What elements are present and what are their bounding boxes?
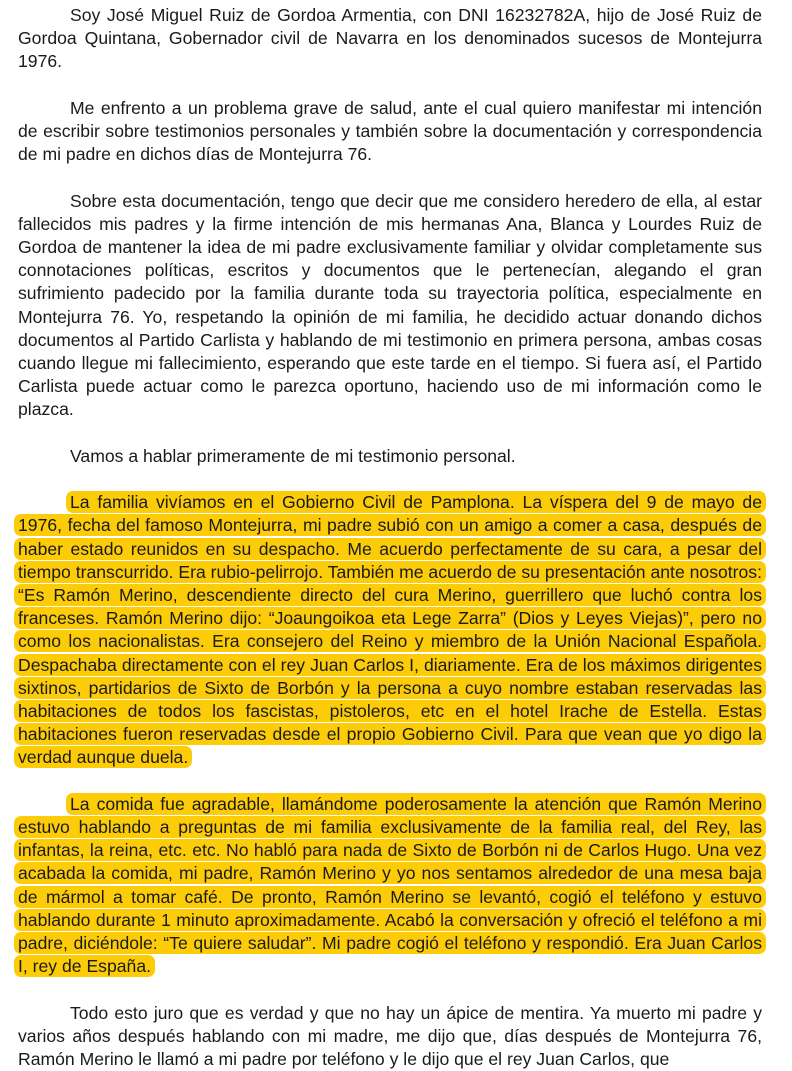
paragraph-text: Todo esto juro que es verdad y que no hay un ápice de mentira. Ya muerto mi padre y varios años después hablando con mi madre, me dijo que, días después de Montejurra 76, Ramón Merino le llamó a mi padre por teléfono y le dijo que el rey Juan Carlos, que: [18, 1002, 762, 1070]
paragraph-health: [18, 97, 762, 167]
paragraph-meal-highlighted: [18, 793, 762, 979]
highlighted-text: La comida fue agradable, llamándome poderosamente la atención que Ramón Merino estuvo hablando a preguntas de mi familia exclusivamente de la familia real, del Rey, las infantas, la reina, etc. etc. No habló para nada de Sixto de Borbón ni de Carlos Hugo. Una vez acabada la comida, mi padre, Ramón Merino y yo nos sentamos alrededor de una mesa baja de mármol a tomar café. De pronto, Ramón Merino se levantó, cogió el teléfono y estuvo hablando durante 1 minuto aproximadamente. Acabó la conversación y ofreció el teléfono a mi padre, diciéndole: “Te quiere saludar”. Mi padre cogió el teléfono y respondió. Era Juan Carlos I, rey de España.: [14, 793, 766, 977]
paragraph-oath: [18, 1002, 762, 1071]
paragraph-text: Sobre esta documentación, tengo que decir que me considero heredero de ella, al estar fallecidos mis padres y la firme intención de mis hermanas Ana, Blanca y Lourdes Ruiz de Gordoa de mantener la idea de mi padre exclusivamente familiar y olvidar completamente sus connotaciones políticas, escritos y documentos que le pertenecían, alegando el gran sufrimiento padecido por la familia durante toda su trayectoria política, especialmente en Montejurra 76. Yo, respetando la opinión de mi familia, he decidido actuar donando dichos documentos al Partido Carlista y hablando de mi testimonio en primera persona, ambas cosas cuando llegue mi fallecimiento, esperando que este tarde en el tiempo. Si fuera así, el Partido Carlista puede actuar como le parezca oportuno, haciendo uso de mi información como le plazca.: [18, 190, 762, 420]
paragraph-personal-testimony: [18, 445, 762, 468]
paragraph-family-highlighted: [18, 491, 762, 769]
paragraph-documentation: [18, 190, 762, 422]
paragraph-text: Me enfrento a un problema grave de salud, ante el cual quiero manifestar mi intención de escribir sobre testimonios personales y también sobre la documentación y correspondencia de mi padre en dichos días de Montejurra 76.: [18, 97, 762, 165]
paragraph-text: Vamos a hablar primeramente de mi testimonio personal.: [70, 445, 516, 466]
document-page: [18, 4, 762, 1071]
highlighted-text: La familia vivíamos en el Gobierno Civil de Pamplona. La víspera del 9 de mayo de 1976, fecha del famoso Montejurra, mi padre subió con un amigo a comer a casa, después de haber estado reunidos en su despacho. Me acuerdo perfectamente de su cara, a pesar del tiempo transcurrido. Era rubio-pelirrojo. También me acuerdo de su presentación ante nosotros: “Es Ramón Merino, descendiente directo del cura Merino, guerrillero que luchó contra los franceses. Ramón Merino dijo: “Joaungoikoa eta Lege Zarra” (Dios y Leyes Viejas)”, pero no como los nacionalistas. Era consejero del Reino y miembro de la Unión Nacional Española. Despachaba directamente con el rey Juan Carlos I, diariamente. Era de los máximos dirigentes sixtinos, partidarios de Sixto de Borbón y la persona a cuyo nombre estaban reservadas las habitaciones de todos los fascistas, pistoleros, etc en el hotel Irache de Estella. Estas habitaciones fueron reservadas desde el propio Gobierno Civil. Para que vean que yo digo la verdad aunque duela.: [14, 491, 766, 768]
paragraph-text: Soy José Miguel Ruiz de Gordoa Armentia, con DNI 16232782A, hijo de José Ruiz de Gordoa Quintana, Gobernador civil de Navarra en los denominados sucesos de Montejurra 1976.: [18, 5, 762, 72]
paragraph-introduction: [18, 4, 762, 74]
